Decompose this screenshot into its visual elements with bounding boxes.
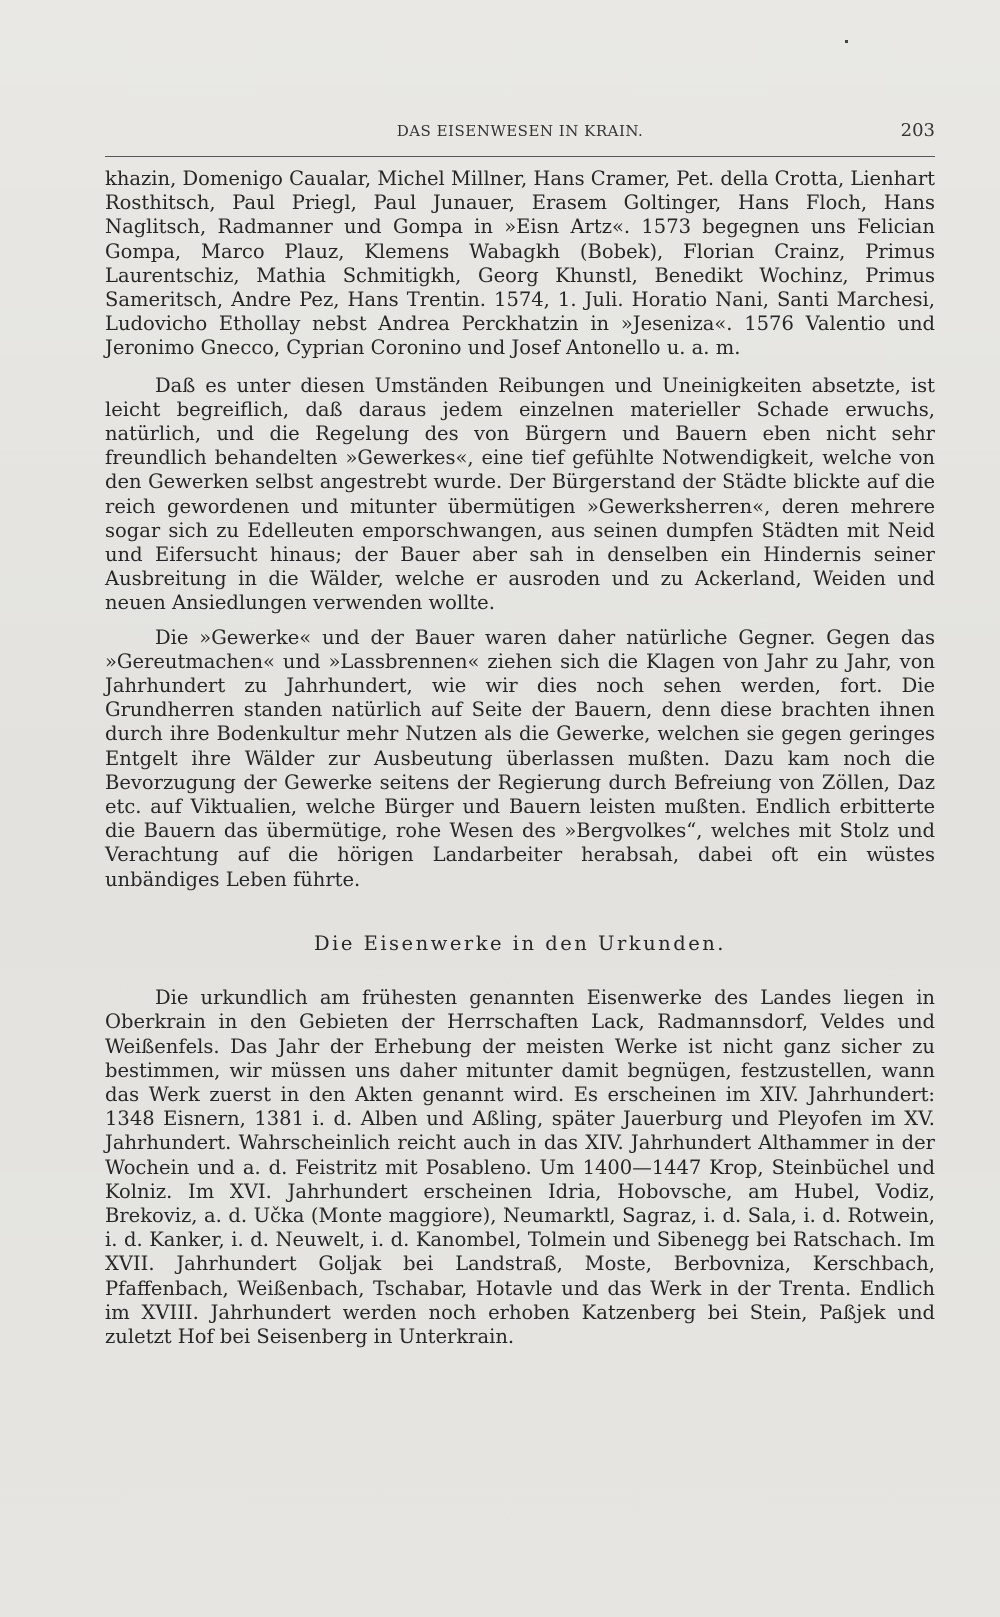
text-body [105,167,935,1349]
paragraph-opponents: Die »Gewerke« und der Bauer waren daher natürliche Gegner. Gegen das »Gereutmachen« und »Lassbrennen« ziehen sich die Klagen von Jahr zu Jahr, von Jahrhundert zu Jahrhundert, wie wir dies noch sehen werden, fort. Die Grundherren standen natürlich auf Seite der Bauern, denn diese brachten ihnen durch ihre Bodenkultur mehr Nutzen als die Gewerke, welchen sie gegen geringes Entgelt ihre Wälder zur Ausbeutung überlassen mußten. Dazu kam noch die Bevorzugung der Gewerke seitens der Regierung durch Befreiung von Zöllen, Daz etc. auf Viktualien, welche Bürger und Bauern leisten mußten. Endlich erbitterte die Bauern das übermütige, rohe Wesen des »Bergvolkes“, welches mit Stolz und Verachtung auf die hörigen Landarbeiter herabsah, dabei oft ein wüstes unbändiges Leben führte. [105,625,935,891]
paragraph-frictions: Daß es unter diesen Umständen Reibungen und Uneinigkeiten absetzte, ist leicht begreiflich, daß daraus jedem einzelnen materieller Schade erwuchs, natürlich, und die Regelung des von Bürgern und Bauern eben nicht sehr freundlich behandelten »Gewerkes«, eine tief gefühlte Notwendigkeit, welche von den Gewerken selbst angestrebt wurde. Der Bürgerstand der Städte blickte auf die reich gewordenen und mitunter übermütigen »Gewerksherren«, deren mehrere sogar sich zu Edelleuten emporschwangen, aus seinen dumpfen Städten mit Neid und Eifersucht hinaus; der Bauer aber sah in denselben ein Hindernis seiner Ausbreitung in die Wälder, welche er ausroden und zu Ackerland, Weiden und neuen Ansiedlungen verwenden wollte. [105,373,935,615]
page-speck [845,40,848,43]
paragraph-ironworks-documents: Die urkundlich am frühesten genannten Eisenwerke des Landes liegen in Oberkrain in den Gebieten der Herrschaften Lack, Radmannsdorf, Veldes und Weißenfels. Das Jahr der Erhebung der meisten Werke ist nicht ganz sicher zu bestimmen, wir müssen uns daher mitunter damit begnügen, festzustellen, wann das Werk zuerst in den Akten genannt wird. Es erscheinen im XIV. Jahrhundert: 1348 Eisnern, 1381 i. d. Alben und Aßling, später Jauerburg und Pleyofen im XV. Jahrhundert. Wahrscheinlich reicht auch in das XIV. Jahrhundert Althammer in der Wochein und a. d. Feistritz mit Posableno. Um 1400—1447 Krop, Steinbüchel und Kolniz. Im XVI. Jahrhundert erscheinen Idria, Hobovsche, am Hubel, Vodiz, Brekoviz, a. d. Učka (Monte maggiore), Neumarktl, Sagraz, i. d. Sala, i. d. Rotwein, i. d. Kanker, i. d. Neuwelt, i. d. Kanombel, Tolmein und Sibenegg bei Ratschach. Im XVII. Jahrhundert Goljak bei Landstraß, Moste, Berbovniza, Kerschbach, Pfaffenbach, Weißenbach, Tschabar, Hotavle und das Werk in der Trenta. Endlich im XVIII. Jahrhundert werden noch erhoben Katzenberg bei Stein, Paßjek und zuletzt Hof bei Seisenberg in Unterkrain. [105,986,935,1348]
running-header [105,120,935,157]
paragraph-names-list: khazin, Domenigo Caualar, Michel Millner, Hans Cramer, Pet. della Crotta, Lienhart Rosthitsch, Paul Priegl, Paul Junauer, Erasem Goltinger, Hans Floch, Hans Naglitsch, Radmanner und Gompa in »Eisn Artz«. 1573 begegnen uns Felician Gompa, Marco Plauz, Klemens Wabagkh (Bobek), Florian Crainz, Primus Laurentschiz, Mathia Schmitigkh, Georg Khunstl, Benedikt Wochinz, Primus Sameritsch, Andre Pez, Hans Trentin. 1574, 1. Juli. Horatio Nani, Santi Marchesi, Ludovicho Ethollay nebst Andrea Perckhatzin in »Jeseniza«. 1576 Valentio und Jeronimo Gnecco, Cyprian Coronino und Josef Antonello u. a. m. [105,167,935,360]
section-heading: Die Eisenwerke in den Urkunden. [313,931,727,955]
page-number: 203 [900,120,935,141]
running-title: DAS EISENWESEN IN KRAIN. [396,122,644,140]
